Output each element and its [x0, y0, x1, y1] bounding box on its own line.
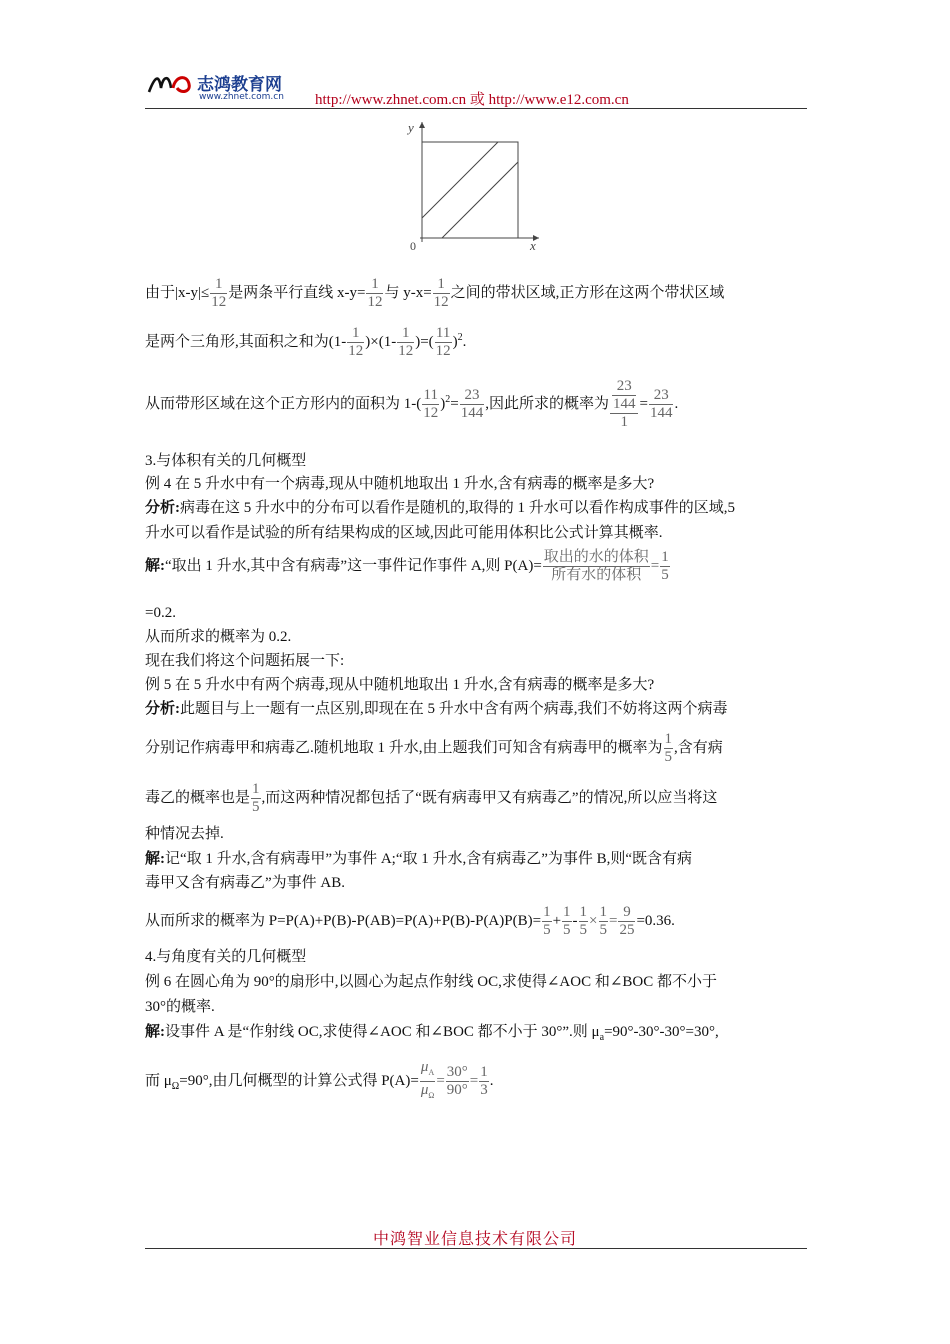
text: .: [489, 1072, 494, 1089]
solution-5-line1: [145, 849, 692, 869]
fraction: $\frac{11}{12}$: [435, 325, 451, 359]
fraction: $\frac{1}{12}$: [433, 276, 449, 310]
logo-icon: [145, 70, 197, 96]
footer-company: 中鸿智业信息技术有限公司: [372, 1231, 577, 1248]
section-3-title: 3.与体积有关的几何概型: [145, 453, 307, 469]
text: 分别记作病毒甲和病毒乙.随机地取 1 升水,由上题我们可知含有病毒甲的概率为: [145, 739, 663, 756]
origin-label: 0: [410, 239, 416, 253]
superscript: 2: [457, 331, 463, 343]
text: ,含有病: [674, 739, 723, 756]
fraction: $\frac{9}{25}$: [619, 904, 635, 938]
text: ,而这两种情况都包括了“既有病毒甲又有病毒乙”的情况,所以应当将这: [261, 789, 718, 806]
paragraph-band-region: [145, 276, 724, 311]
fraction: $\frac{1}{12}$: [348, 325, 364, 359]
text: 是两条平行直线 x-y=: [228, 284, 366, 301]
fraction: $\frac{23}{144}$: [649, 387, 673, 421]
example-4: 例 4 在 5 升水中有一个病毒,现从中随机地取出 1 升水,含有病毒的概率是多大?: [145, 476, 655, 492]
text: =: [469, 1072, 479, 1089]
fraction: $\frac{1}{5}$: [252, 781, 260, 815]
superscript: 2: [445, 393, 451, 405]
section-4-title: 4.与角度有关的几何概型: [145, 949, 307, 965]
fraction: $\frac{1}{3}$: [480, 1064, 488, 1098]
text: 是两个三角形,其面积之和为(1-: [145, 333, 347, 350]
logo-sub-text: www.zhnet.com.cn: [199, 92, 284, 102]
header-rule: [145, 108, 807, 109]
fraction: $\frac{23}{144}$: [460, 387, 484, 421]
text: ): [440, 395, 446, 412]
example-5: 例 5 在 5 升水中有两个病毒,现从中随机地取出 1 升水,含有病毒的概率是多大?: [145, 677, 655, 693]
fraction: $\frac{1}{5}$: [543, 904, 551, 938]
text: )=(: [415, 333, 434, 350]
text: 从而所求的概率为 P=P(A)+P(B)-P(AB)=P(A)+P(B)-P(A)P(B)=: [145, 912, 542, 929]
text: )×(1-: [365, 333, 397, 350]
paragraph-triangle-area: [145, 325, 466, 360]
fraction: $\frac{1}{12}$: [398, 325, 414, 359]
square-band-figure: [404, 118, 544, 258]
fraction: $\frac{1}{12}$: [367, 276, 383, 310]
solution-5-line2: 毒甲又含有病毒乙”为事件 AB.: [145, 875, 345, 891]
text: ,因此所求的概率为: [485, 395, 609, 412]
analysis-5-line3: [145, 781, 717, 816]
extension-note: 现在我们将这个问题拓展一下:: [145, 653, 345, 669]
text: 由于|x-y|≤: [145, 284, 210, 301]
paragraph-band-probability: [145, 378, 678, 431]
x-axis-label: x: [530, 238, 536, 253]
analysis-5-line4: 种情况去掉.: [145, 826, 224, 842]
fraction: $\frac{1}{5}$: [563, 904, 571, 938]
subscript: Ω: [171, 1080, 180, 1092]
text: 毒乙的概率也是: [145, 789, 251, 806]
text: 设事件 A 是“作射线 OC,求使得∠AOC 和∠BOC 都不小于 30°”.则 μ: [165, 1024, 600, 1040]
solution-6-line2: [145, 1059, 494, 1104]
text: =: [650, 557, 660, 574]
solution-6-line1: [145, 1022, 719, 1048]
analysis-5-line1: [145, 699, 728, 719]
fraction: $\frac{1}{5}$: [661, 549, 669, 583]
solution-4-cont: =0.2.: [145, 605, 176, 621]
subscript: a: [599, 1032, 605, 1043]
analysis-5-line2: [145, 731, 723, 766]
text: .: [462, 333, 467, 350]
text: ): [452, 333, 458, 350]
text: =: [609, 912, 618, 929]
fraction: $\frac{11}{12}$: [423, 387, 439, 421]
fraction: $\frac{\mu_A}{\mu_\Omega}$: [420, 1059, 435, 1100]
text: =: [436, 1072, 445, 1089]
text: -: [572, 912, 578, 929]
fraction: $\frac{30^\circ}{90^\circ}$: [446, 1064, 468, 1098]
text: ×: [589, 912, 598, 929]
text: 之间的带状区域,正方形在这两个带状区域: [450, 284, 725, 301]
text: 病毒在这 5 升水中的分布可以看作是随机的,取得的 1 升水可以看作构成事件的区域,5: [180, 500, 736, 516]
compound-fraction: $\frac{\frac{23}{144}}{1}$: [610, 378, 639, 431]
analysis-label: 分析:: [145, 500, 180, 516]
analysis-label: 分析:: [145, 701, 180, 717]
fraction: $\frac{1}{5}$: [664, 731, 673, 765]
solution-label: 解:: [145, 557, 165, 574]
text: =0.36.: [636, 912, 675, 929]
text: “取出 1 升水,其中含有病毒”这一事件记作事件 A,则 P(A)=: [165, 557, 542, 574]
text: .: [674, 395, 679, 412]
solution-label: 解:: [145, 1024, 165, 1040]
header-urls[interactable]: http://www.zhnet.com.cn 或 http://www.e12.com.cn: [315, 92, 629, 108]
text: 此题目与上一题有一点区别,即现在在 5 升水中含有两个病毒,我们不妨将这两个病毒: [180, 701, 728, 717]
fraction: $\frac{1}{12}$: [211, 276, 227, 310]
header: [145, 68, 807, 110]
text: 与 y-x=: [384, 284, 432, 301]
conclusion-4: 从而所求的概率为 0.2.: [145, 629, 292, 645]
example-6-line1: 例 6 在圆心角为 90°的扇形中,以圆心为起点作射线 OC,求使得∠AOC 和∠BOC 都不小于: [145, 974, 717, 990]
fraction: $\frac{1}{5}$: [579, 904, 588, 938]
footer-rule: [145, 1248, 807, 1249]
text: 从而带形区域在这个正方形内的面积为 1-(: [145, 395, 422, 412]
solution-label: 解:: [145, 851, 165, 867]
y-axis-label: y: [408, 120, 414, 135]
analysis-4-line1: [145, 498, 735, 518]
text: =: [639, 395, 648, 412]
text: 记“取 1 升水,含有病毒甲”为事件 A;“取 1 升水,含有病毒乙”为事件 B,则“既含有病: [165, 851, 693, 867]
analysis-4-line2: 升水可以看作是试验的所有结果构成的区域,因此可能用体积比公式计算其概率.: [145, 525, 663, 541]
text: =90°,由几何概型的计算公式得 P(A)=: [179, 1072, 419, 1089]
text: =: [450, 395, 459, 412]
text: 而 μ: [145, 1072, 172, 1089]
fraction: $\frac{1}{5}$: [599, 904, 607, 938]
fraction: $\frac{\text{取出的水的体积}}{\text{所有水的体积}}$: [543, 549, 649, 583]
logo-text: 志鸿教育网: [197, 75, 282, 95]
example-6-line2: 30°的概率.: [145, 999, 215, 1015]
solution-5-line3: [145, 904, 675, 939]
text: +: [552, 912, 562, 929]
solution-4: [145, 549, 671, 584]
text: =90°-30°-30°=30°,: [604, 1024, 719, 1040]
